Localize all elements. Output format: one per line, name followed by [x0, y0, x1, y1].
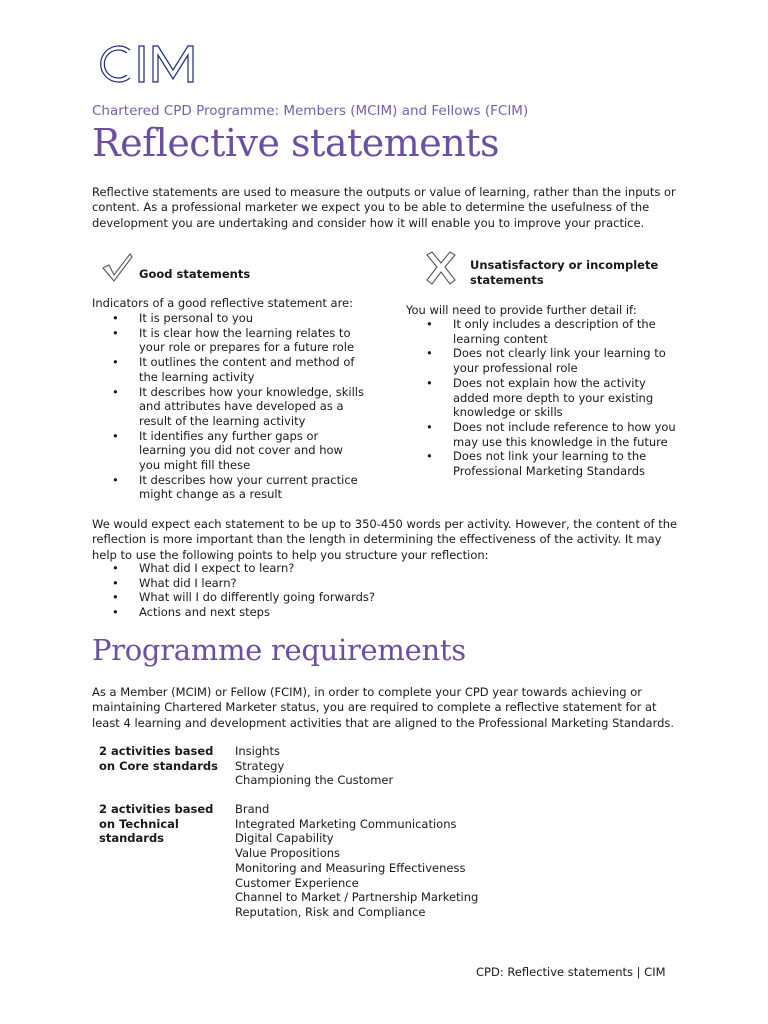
unsatisfactory-statements-heading: Unsatisfactory or incomplete statements — [470, 258, 659, 288]
standard-item: Customer Experience — [235, 875, 359, 890]
cross-icon — [424, 250, 458, 286]
list-item: • Does not include reference to how you may use this knowledge in the future — [406, 420, 681, 449]
list-item: • It describes how your knowledge, skills and attributes have developed as a result of the learning activity — [92, 385, 367, 429]
row-label: 2 activities based on Core standards — [99, 744, 218, 773]
standard-item: Brand — [235, 802, 270, 816]
reflection-paragraph: We would expect each statement to be up to 350-450 words per activity. However, the content of the reflection is more important than the length in determining the effectiveness of the activity. It may help to use the following points to help you structure your reflection: — [92, 517, 678, 562]
list-item: • Does not link your learning to the Professional Marketing Standards — [406, 449, 681, 478]
list-item: • Does not explain how the activity added more depth to your existing knowledge or skills — [406, 376, 681, 420]
list-item: • It identifies any further gaps or learning you did not cover and how you might fill these — [92, 429, 367, 473]
standard-item: Digital Capability — [235, 831, 334, 846]
standard-item: Insights — [235, 744, 280, 758]
standard-item: Channel to Market / Partnership Marketing — [235, 890, 479, 905]
document-subtitle: Chartered CPD Programme: Members (MCIM) and Fellows (FCIM) — [92, 103, 529, 119]
standard-item: Reputation, Risk and Compliance — [235, 904, 426, 919]
row-items — [235, 744, 675, 788]
intro-paragraph: Reflective statements are used to measure the outputs or value of learning, rather than the inputs or content. As a professional marketer we expect you to be able to determine the usefulness of the development you are undertaking and consider how it will enable you to improve your practice. — [92, 185, 676, 230]
unsatisfactory-statements-list — [406, 317, 681, 479]
row-label: 2 activities based on Technical standards — [99, 802, 214, 846]
list-item: • What did I learn? — [92, 576, 592, 591]
requirements-paragraph: As a Member (MCIM) or Fellow (FCIM), in order to complete your CPD year towards achieving or maintaining Chartered Marketer status, you are required to complete a reflective statement for at least 4 learning and development activities that are aligned to the Professional Marketing Standards. — [92, 685, 675, 730]
standard-item: Monitoring and Measuring Effectiveness — [235, 860, 466, 875]
list-item: • It describes how your current practice might change as a result — [92, 473, 367, 502]
standard-item: Strategy — [235, 758, 285, 773]
good-statements-heading: Good statements — [139, 267, 251, 281]
list-item: • What will I do differently going forwards? — [92, 590, 592, 605]
standard-item: Integrated Marketing Communications — [235, 816, 457, 831]
check-icon — [100, 251, 134, 285]
reflection-points-list — [92, 561, 592, 620]
page-footer: CPD: Reflective statements | CIM — [476, 965, 666, 979]
row-items — [235, 802, 675, 920]
page-title: Reflective statements — [92, 121, 499, 165]
list-item: • It is personal to you — [92, 311, 367, 326]
good-statements-intro: Indicators of a good reflective statement are: — [92, 296, 354, 310]
cim-logo — [92, 40, 202, 88]
standard-item: Value Propositions — [235, 846, 341, 861]
list-item: • Does not clearly link your learning to your professional role — [406, 346, 681, 375]
list-item: • Actions and next steps — [92, 605, 592, 620]
list-item: • It is clear how the learning relates to your role or prepares for a future role — [92, 326, 367, 355]
list-item: • What did I expect to learn? — [92, 561, 592, 576]
standard-item: Championing the Customer — [235, 773, 394, 788]
section-title: Programme requirements — [92, 633, 466, 667]
list-item: • It outlines the content and method of the learning activity — [92, 355, 367, 384]
list-item: • It only includes a description of the learning content — [406, 317, 681, 346]
unsatisfactory-statements-intro: You will need to provide further detail if: — [406, 303, 637, 317]
good-statements-list — [92, 311, 367, 502]
